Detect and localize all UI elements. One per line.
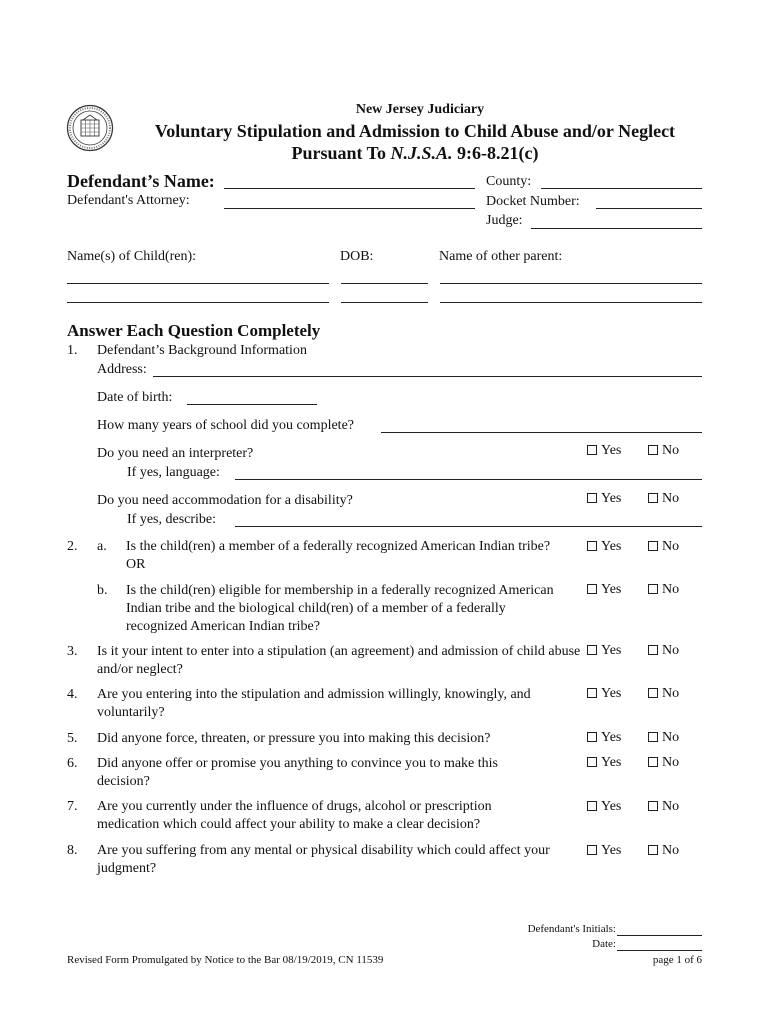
q4-no[interactable]: [648, 686, 679, 702]
q1-title: Defendant’s Background Information: [97, 343, 307, 358]
title-suffix: 9:6-8.21(c): [452, 143, 539, 163]
no-label: No: [662, 582, 680, 597]
defendant-dob-field[interactable]: [187, 404, 317, 405]
yes-label: Yes: [601, 686, 622, 701]
q1-number: 1.: [67, 343, 78, 358]
q7-number: 7.: [67, 799, 78, 814]
q2a-letter: a.: [97, 539, 107, 554]
form-title-line2: [0, 142, 770, 164]
checkbox-icon[interactable]: [587, 541, 597, 551]
describe-label: If yes, describe:: [127, 512, 217, 527]
accommodation-yes[interactable]: [587, 491, 621, 507]
defendant-attorney-label: Defendant's Attorney:: [67, 193, 190, 208]
revision-note: Revised Form Promulgated by Notice to the Bar 08/19/2019, CN 11539: [67, 954, 384, 966]
language-label: If yes, language:: [127, 465, 220, 480]
q5-yes[interactable]: [587, 730, 621, 746]
q5-no[interactable]: [648, 730, 679, 746]
judge-label: Judge:: [486, 213, 523, 228]
footer-date-field[interactable]: [617, 950, 702, 951]
q6-text: Did anyone offer or promise you anything to convince you to make this decision?: [97, 756, 498, 789]
checkbox-icon[interactable]: [587, 493, 597, 503]
q4-yes[interactable]: [587, 686, 621, 702]
children-dob-label: DOB:: [340, 249, 374, 264]
no-label: No: [662, 443, 680, 458]
form-title-line1: Voluntary Stipulation and Admission to Child Abuse and/or Neglect: [154, 121, 676, 141]
checkbox-icon[interactable]: [587, 445, 597, 455]
defendant-dob-label: Date of birth:: [97, 390, 173, 405]
q6-yes[interactable]: [587, 755, 621, 771]
footer-date-label: Date:: [592, 938, 616, 950]
no-label: No: [662, 799, 680, 814]
q6-no[interactable]: [648, 755, 679, 771]
yes-label: Yes: [601, 730, 622, 745]
yes-label: Yes: [601, 843, 622, 858]
initials-label: Defendant's Initials:: [527, 923, 616, 935]
q8-no[interactable]: [648, 843, 679, 859]
q2a-yes[interactable]: [587, 539, 621, 555]
checkbox-icon[interactable]: [648, 493, 658, 503]
checkbox-icon[interactable]: [648, 801, 658, 811]
checkbox-icon[interactable]: [648, 688, 658, 698]
q2-or: OR: [126, 557, 146, 572]
yes-label: Yes: [601, 539, 622, 554]
checkbox-icon[interactable]: [648, 845, 658, 855]
q2b-yes[interactable]: [587, 582, 621, 598]
title-statute: N.J.S.A.: [390, 143, 453, 163]
child-dob-field[interactable]: [341, 283, 428, 284]
yes-label: Yes: [601, 582, 622, 597]
q4-number: 4.: [67, 687, 78, 702]
docket-number-field[interactable]: [596, 208, 702, 209]
initials-field[interactable]: [617, 935, 702, 936]
no-label: No: [662, 643, 680, 658]
checkbox-icon[interactable]: [648, 445, 658, 455]
yes-label: Yes: [601, 799, 622, 814]
checkbox-icon[interactable]: [587, 645, 597, 655]
county-field[interactable]: [541, 188, 702, 189]
other-parent-field[interactable]: [440, 302, 702, 303]
q2b-text: Is the child(ren) eligible for membership in a federally recognized American Indian tribe and the biological child(ren) of a member of a federally recognized American Indian tribe?: [126, 583, 554, 634]
q2a-text: Is the child(ren) a member of a federally recognized American Indian tribe?: [126, 539, 551, 554]
checkbox-icon[interactable]: [648, 584, 658, 594]
interpreter-yes[interactable]: [587, 443, 621, 459]
q3-number: 3.: [67, 644, 78, 659]
other-parent-field[interactable]: [440, 283, 702, 284]
q5-text: Did anyone force, threaten, or pressure you into making this decision?: [97, 731, 491, 746]
defendant-attorney-field[interactable]: [224, 208, 475, 209]
checkbox-icon[interactable]: [587, 584, 597, 594]
q3-text: Is it your intent to enter into a stipulation (an agreement) and admission of child abuse and/or neglect?: [97, 644, 581, 677]
accommodation-label: Do you need accommodation for a disability?: [97, 493, 353, 508]
docket-number-label: Docket Number:: [486, 194, 580, 209]
interpreter-label: Do you need an interpreter?: [97, 446, 254, 461]
checkbox-icon[interactable]: [587, 757, 597, 767]
q5-number: 5.: [67, 731, 78, 746]
q3-yes[interactable]: [587, 643, 621, 659]
q6-number: 6.: [67, 756, 78, 771]
child-name-field[interactable]: [67, 283, 329, 284]
no-label: No: [662, 730, 680, 745]
no-label: No: [662, 755, 680, 770]
yes-label: Yes: [601, 643, 622, 658]
child-name-field[interactable]: [67, 302, 329, 303]
describe-field[interactable]: [235, 526, 702, 527]
school-years-field[interactable]: [381, 432, 702, 433]
q7-yes[interactable]: [587, 799, 621, 815]
address-field[interactable]: [153, 376, 702, 377]
q7-no[interactable]: [648, 799, 679, 815]
yes-label: Yes: [601, 755, 622, 770]
page-number: page 1 of 6: [652, 954, 702, 966]
section-heading: Answer Each Question Completely: [67, 321, 321, 340]
q7-text: Are you currently under the influence of drugs, alcohol or prescription medication which could affect your ability to make a clear decision?: [97, 799, 492, 832]
checkbox-icon[interactable]: [648, 732, 658, 742]
no-label: No: [662, 843, 680, 858]
agency-name: New Jersey Judiciary: [355, 102, 485, 117]
child-dob-field[interactable]: [341, 302, 428, 303]
school-years-label: How many years of school did you complete?: [97, 418, 354, 433]
q4-text: Are you entering into the stipulation and admission willingly, knowingly, and voluntarily?: [97, 687, 531, 720]
q8-yes[interactable]: [587, 843, 621, 859]
title-prefix: Pursuant To: [291, 143, 391, 163]
q2b-no[interactable]: [648, 582, 679, 598]
checkbox-icon[interactable]: [648, 541, 658, 551]
q8-text: Are you suffering from any mental or physical disability which could affect your judgment?: [97, 843, 550, 876]
language-field[interactable]: [235, 479, 702, 480]
checkbox-icon[interactable]: [648, 645, 658, 655]
county-label: County:: [486, 174, 532, 189]
q8-number: 8.: [67, 843, 78, 858]
q2-number: 2.: [67, 539, 78, 554]
q2b-letter: b.: [97, 583, 108, 598]
defendant-name-field[interactable]: [224, 188, 475, 189]
address-label: Address:: [97, 362, 147, 377]
q3-no[interactable]: [648, 643, 679, 659]
accommodation-no[interactable]: [648, 491, 679, 507]
checkbox-icon[interactable]: [648, 757, 658, 767]
children-names-label: Name(s) of Child(ren):: [67, 249, 197, 264]
checkbox-icon[interactable]: [587, 801, 597, 811]
checkbox-icon[interactable]: [587, 688, 597, 698]
no-label: No: [662, 539, 680, 554]
no-label: No: [662, 686, 680, 701]
checkbox-icon[interactable]: [587, 845, 597, 855]
judge-field[interactable]: [531, 228, 702, 229]
q2a-no[interactable]: [648, 539, 679, 555]
yes-label: Yes: [601, 443, 622, 458]
interpreter-no[interactable]: [648, 443, 679, 459]
other-parent-label: Name of other parent:: [439, 249, 563, 264]
yes-label: Yes: [601, 491, 622, 506]
defendant-name-label: Defendant’s Name:: [67, 171, 215, 191]
no-label: No: [662, 491, 680, 506]
checkbox-icon[interactable]: [587, 732, 597, 742]
